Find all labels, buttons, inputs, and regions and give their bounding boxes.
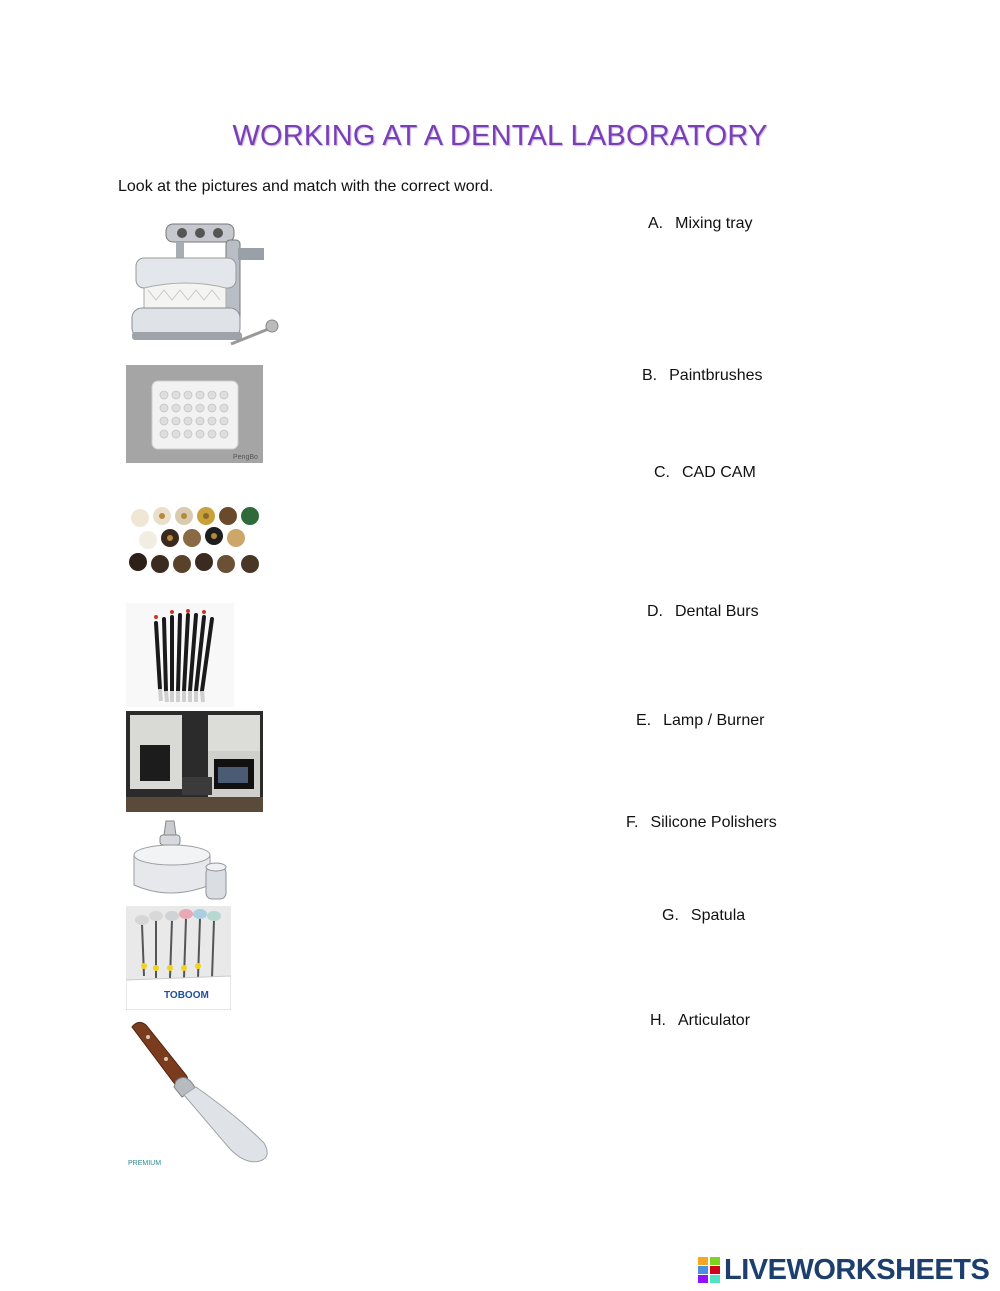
option-c[interactable] (654, 464, 756, 482)
option-letter: B. (642, 367, 658, 384)
worksheet-title: WORKING AT A DENTAL LABORATORY (232, 120, 768, 152)
brand-name: LIVEWORKSHEETS (724, 1254, 990, 1286)
option-label: Articulator (678, 1012, 751, 1029)
option-label: Lamp / Burner (663, 712, 765, 729)
option-label: CAD CAM (682, 464, 756, 481)
option-letter: G. (662, 907, 679, 924)
liveworksheets-logo[interactable] (698, 1254, 994, 1286)
option-b[interactable] (642, 367, 763, 385)
option-label: Mixing tray (675, 215, 753, 232)
articulator-image[interactable] (126, 218, 284, 358)
logo-tiles-icon (698, 1257, 720, 1283)
option-letter: E. (636, 712, 652, 729)
instructions: Look at the pictures and match with the correct word. (118, 178, 494, 195)
dental-brushes-image[interactable] (126, 500, 264, 580)
option-h[interactable] (650, 1012, 750, 1030)
option-f[interactable] (626, 814, 777, 832)
option-letter: F. (626, 814, 639, 831)
toboom-label: TOBOOM (164, 990, 209, 1001)
option-a[interactable] (648, 215, 752, 233)
option-letter: C. (654, 464, 670, 481)
spatula-image[interactable] (126, 1015, 272, 1169)
option-label: Dental Burs (675, 603, 759, 620)
option-letter: H. (650, 1012, 666, 1029)
option-label: Paintbrushes (669, 367, 763, 384)
option-label: Silicone Polishers (650, 814, 777, 831)
mixing-tray-image[interactable] (126, 365, 263, 463)
pengbo-logo: PengBo (233, 454, 258, 461)
option-g[interactable] (662, 907, 745, 925)
lamp-burner-image[interactable] (126, 815, 242, 905)
option-e[interactable] (636, 712, 765, 730)
premium-logo: PREMIUM (128, 1160, 162, 1167)
option-letter: A. (648, 215, 664, 232)
cad-cam-image[interactable] (126, 711, 263, 812)
paintbrushes-image[interactable] (126, 603, 234, 707)
option-letter: D. (647, 603, 663, 620)
silicone-polishers-image[interactable] (126, 906, 231, 1010)
option-label: Spatula (690, 907, 746, 924)
option-d[interactable] (647, 603, 759, 621)
